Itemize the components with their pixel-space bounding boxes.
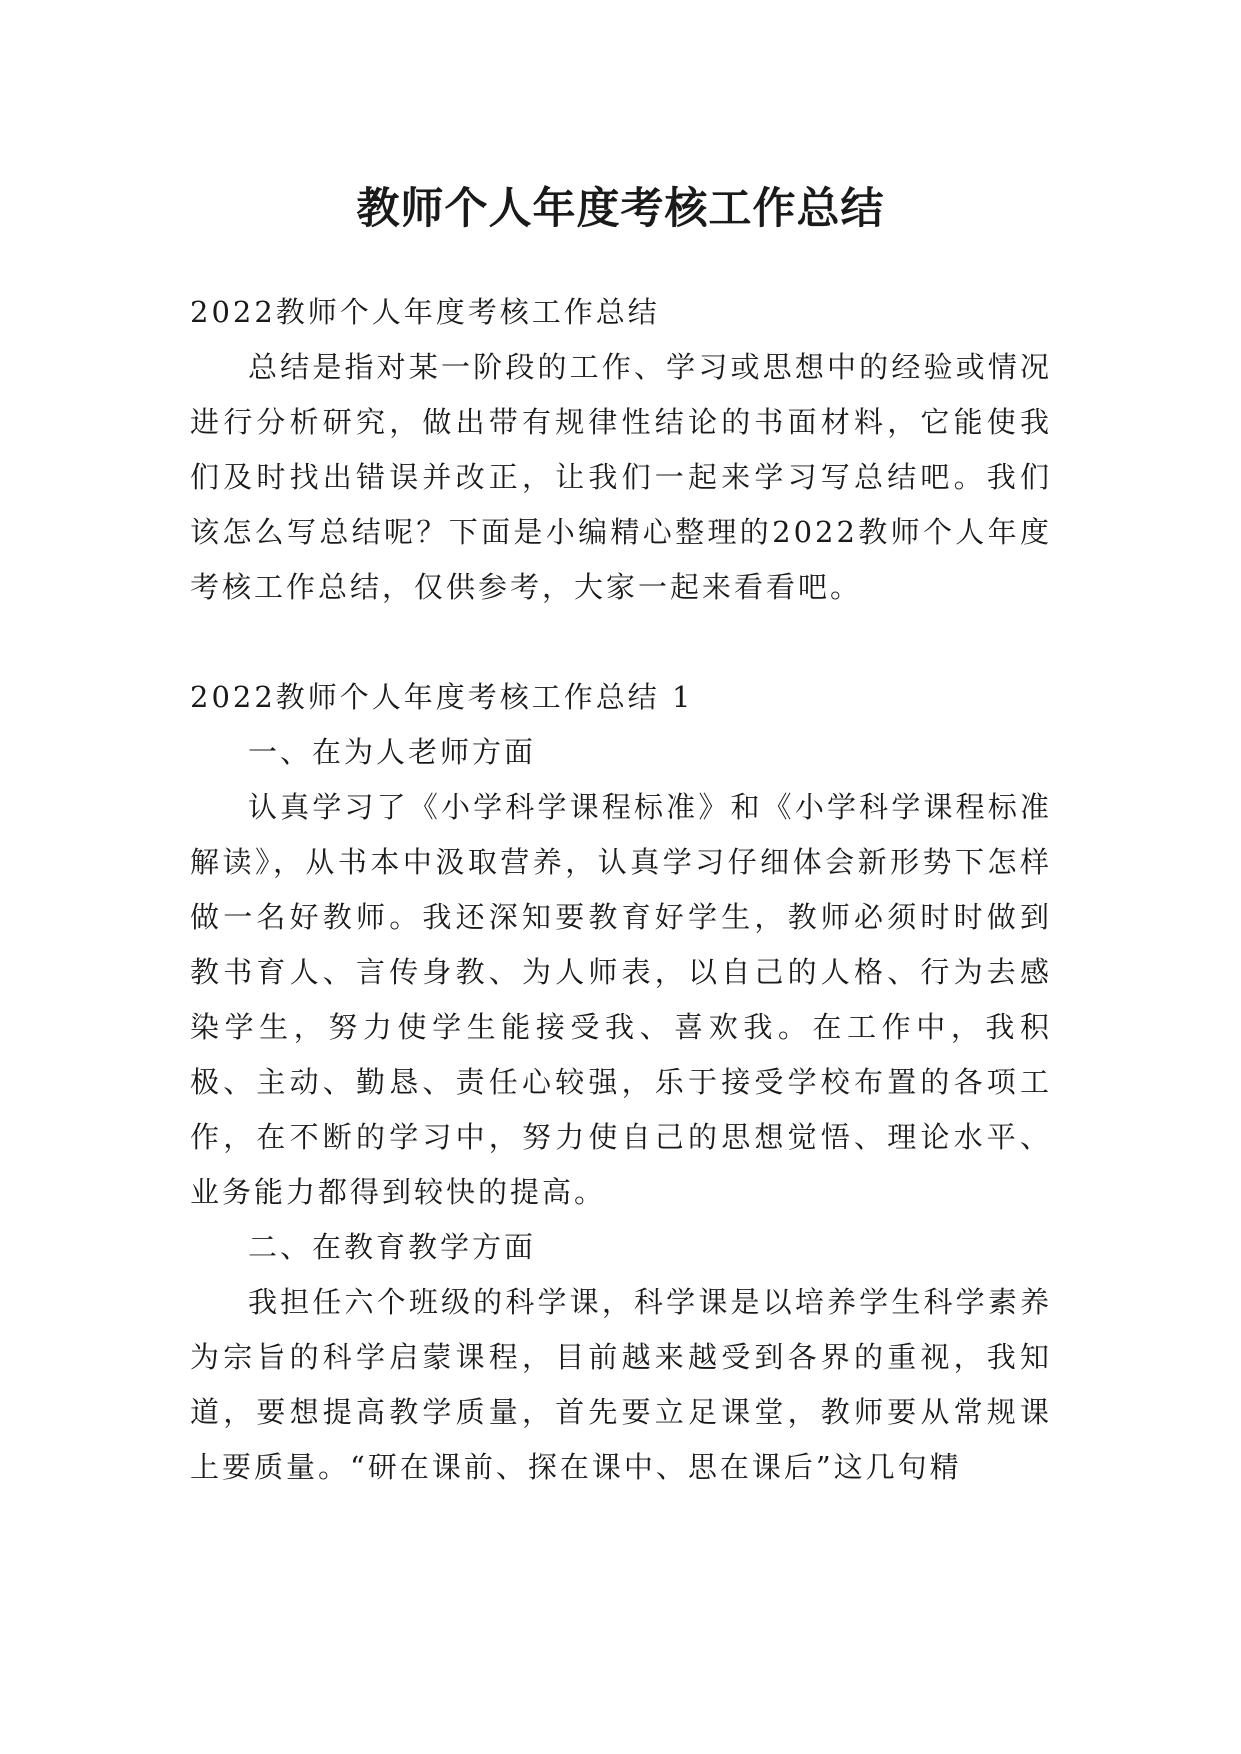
part1-heading: 一、在为人老师方面 bbox=[248, 735, 537, 769]
part1-paragraph: 认真学习了《小学科学课程标准》和《小学科学课程标准解读》，从书本中汲取营养，认真学习仔细体会新形势下怎样做一名好教师。我还深知要教育好学生，教师必须时时做到教书育人、言传身教、为人师表，以自己的人格、行为去感染学生，努力使学生能接受我、喜欢我。在工作中，我积极、主动、勤恳、责任心较强，乐于接受学校布置的各项工作，在不断的学习中，努力使自己的思想觉悟、理论水平、业务能力都得到较快的提高。 bbox=[190, 790, 1052, 1209]
document-title: 教师个人年度考核工作总结 bbox=[356, 183, 885, 234]
part2-heading: 二、在教育教学方面 bbox=[248, 1230, 537, 1264]
section-title: 2022教师个人年度考核工作总结 1 bbox=[190, 680, 694, 714]
document-subtitle: 2022教师个人年度考核工作总结 bbox=[190, 295, 660, 329]
part2-paragraph: 我担任六个班级的科学课，科学课是以培养学生科学素养为宗旨的科学启蒙课程，目前越来越受到各界的重视，我知道，要想提高教学质量，首先要立足课堂，教师要从常规课上要质量。“研在课前、探在课中、思在课后”这几句精 bbox=[190, 1285, 1052, 1484]
document-body bbox=[190, 285, 1052, 1495]
section-spacer bbox=[190, 615, 1052, 670]
intro-paragraph: 总结是指对某一阶段的工作、学习或思想中的经验或情况进行分析研究，做出带有规律性结论的书面材料，它能使我们及时找出错误并改正，让我们一起来学习写总结吧。我们该怎么写总结呢？下面是小编精心整理的2022教师个人年度考核工作总结，仅供参考，大家一起来看看吧。 bbox=[190, 350, 1052, 604]
